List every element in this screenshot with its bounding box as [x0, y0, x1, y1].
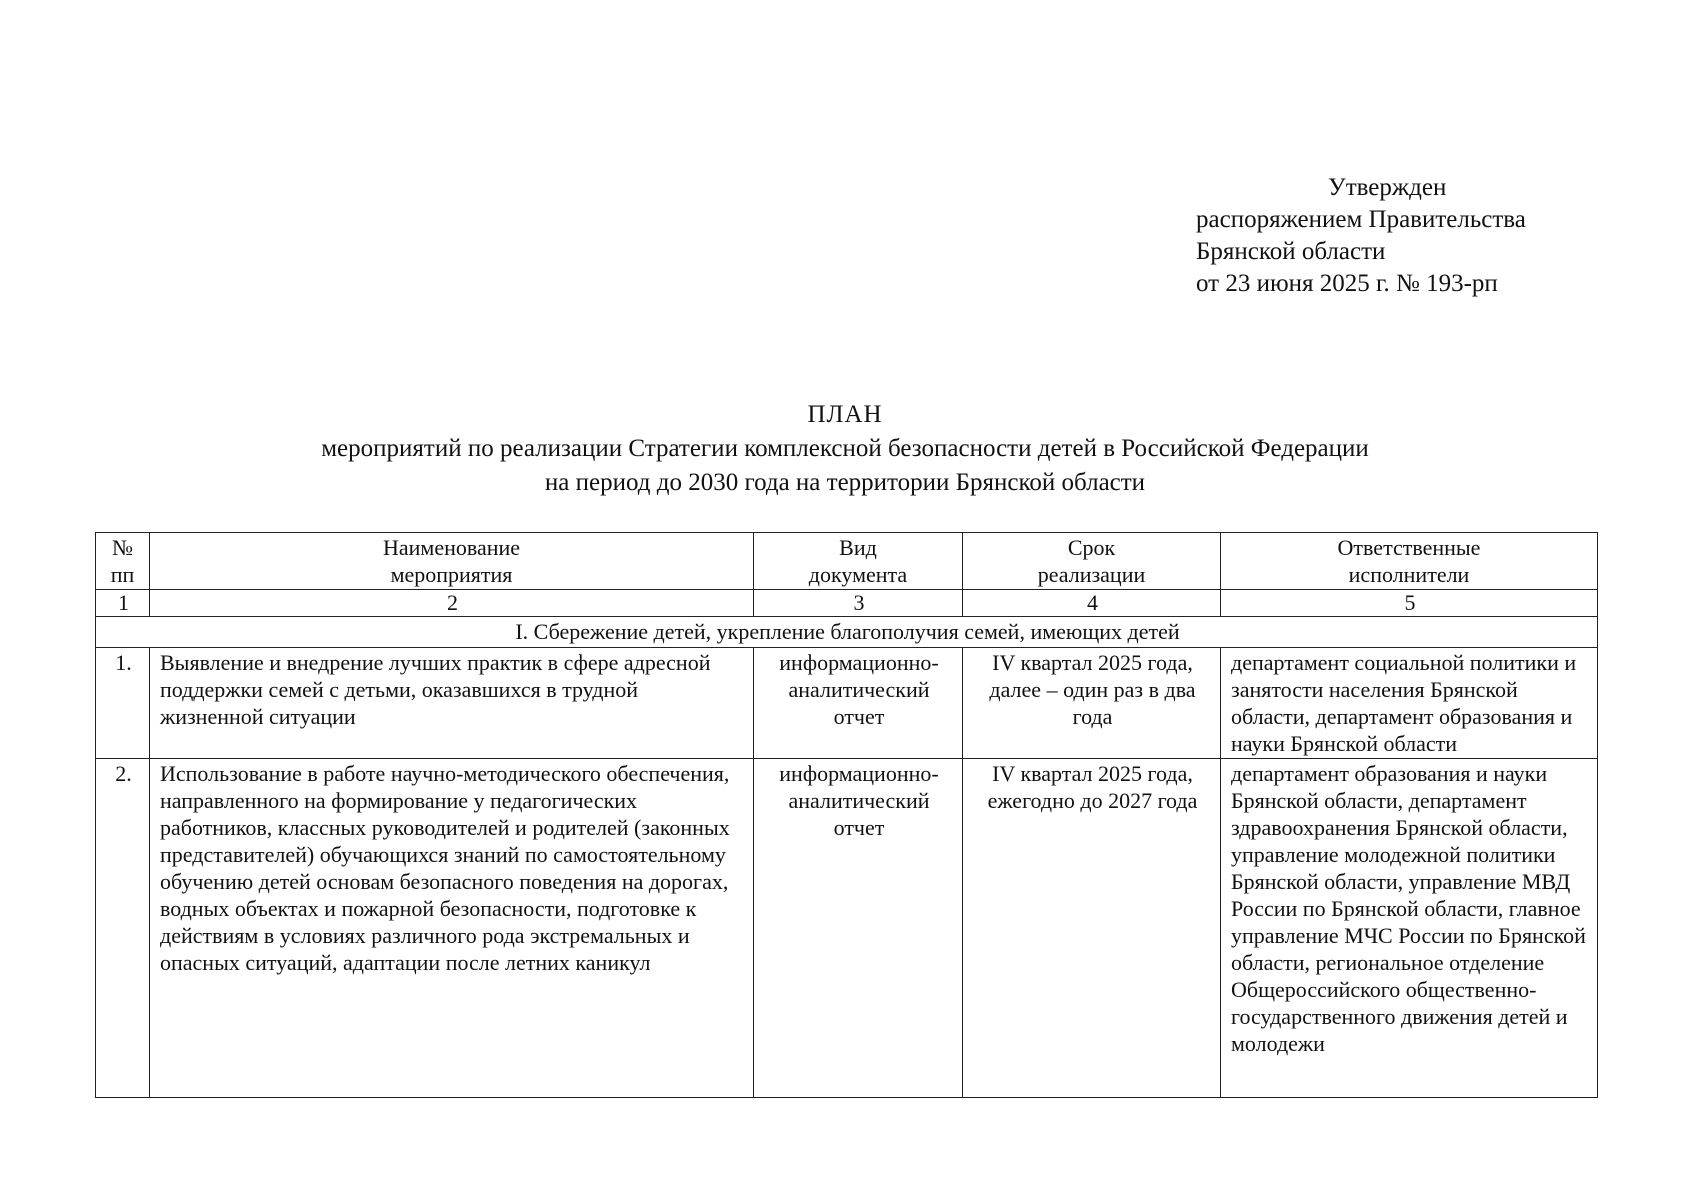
plan-table [95, 532, 1598, 1098]
table-header-row [96, 533, 1598, 590]
table-row [96, 648, 1598, 759]
header-document-type [754, 533, 963, 590]
row-document-type: информационно-аналитический отчет [754, 648, 963, 759]
header-term [963, 533, 1221, 590]
header-name-line2: мероприятия [390, 562, 513, 587]
header-doc-line1: Вид [839, 535, 877, 560]
document-title [0, 398, 1690, 500]
row-activity-name: Выявление и внедрение лучших практик в сфере адресной поддержки семей с детьми, оказавшихся в трудной жизненной ситуации [150, 648, 754, 759]
header-name [150, 533, 754, 590]
row-term: IV квартал 2025 года, далее – один раз в два года [963, 648, 1221, 759]
header-doc-line2: документа [808, 562, 908, 587]
header-resp-line1: Ответственные [1337, 535, 1481, 560]
column-number: 3 [754, 590, 963, 617]
row-responsible: департамент образования и науки Брянской области, департамент здравоохранения Брянской области, управление молодежной политики Брянской области, управление МВД России по Брянской области, главное управление МЧС России по Брянской области, региональное отделение Общероссийского общественно-государственного движения детей и молодежи [1221, 759, 1598, 1098]
column-number: 1 [96, 590, 150, 617]
title-subject: мероприятий по реализации Стратегии комплексной безопасности детей в Российской Федерации [321, 435, 1369, 462]
header-responsible [1221, 533, 1598, 590]
header-term-line2: реализации [1037, 562, 1146, 587]
approval-line-region: Брянской области [1196, 238, 1386, 265]
title-plan: ПЛАН [807, 401, 883, 428]
header-number-line1: № [112, 535, 133, 560]
approval-stamp [1196, 172, 1526, 300]
approval-line-approved: Утвержден [1328, 174, 1447, 201]
column-number: 2 [150, 590, 754, 617]
header-number [96, 533, 150, 590]
column-number-row [96, 590, 1598, 617]
row-number: 1. [96, 648, 150, 759]
row-number: 2. [96, 759, 150, 1098]
row-document-type: информационно-аналитический отчет [754, 759, 963, 1098]
section-title: I. Сбережение детей, укрепление благополучия семей, имеющих детей [96, 617, 1598, 648]
row-responsible: департамент социальной политики и занятости населения Брянской области, департамент образования и науки Брянской области [1221, 648, 1598, 759]
row-term: IV квартал 2025 года, ежегодно до 2027 года [963, 759, 1221, 1098]
row-activity-name: Использование в работе научно-методического обеспечения, направленного на формирование у педагогических работников, классных руководителей и родителей (законных представителей) обучающихся знаний по самостоятельному обучению детей основам безопасного поведения на дорогах, водных объектах и пожарной безопасности, подготовке к действиям в условиях различного рода экстремальных и опасных ситуаций, адаптации после летних каникул [150, 759, 754, 1098]
header-name-line1: Наименование [382, 535, 521, 560]
header-term-line1: Срок [1067, 535, 1116, 560]
column-number: 5 [1221, 590, 1598, 617]
table-row [96, 759, 1598, 1098]
header-number-line2: пп [110, 562, 135, 587]
column-number: 4 [963, 590, 1221, 617]
approval-line-order: распоряжением Правительства [1196, 206, 1526, 233]
header-resp-line2: исполнители [1348, 562, 1470, 587]
approval-line-date-number: от 23 июня 2025 г. № 193-рп [1196, 270, 1498, 297]
title-period: на период до 2030 года на территории Брянской области [544, 469, 1146, 496]
section-row [96, 617, 1598, 648]
